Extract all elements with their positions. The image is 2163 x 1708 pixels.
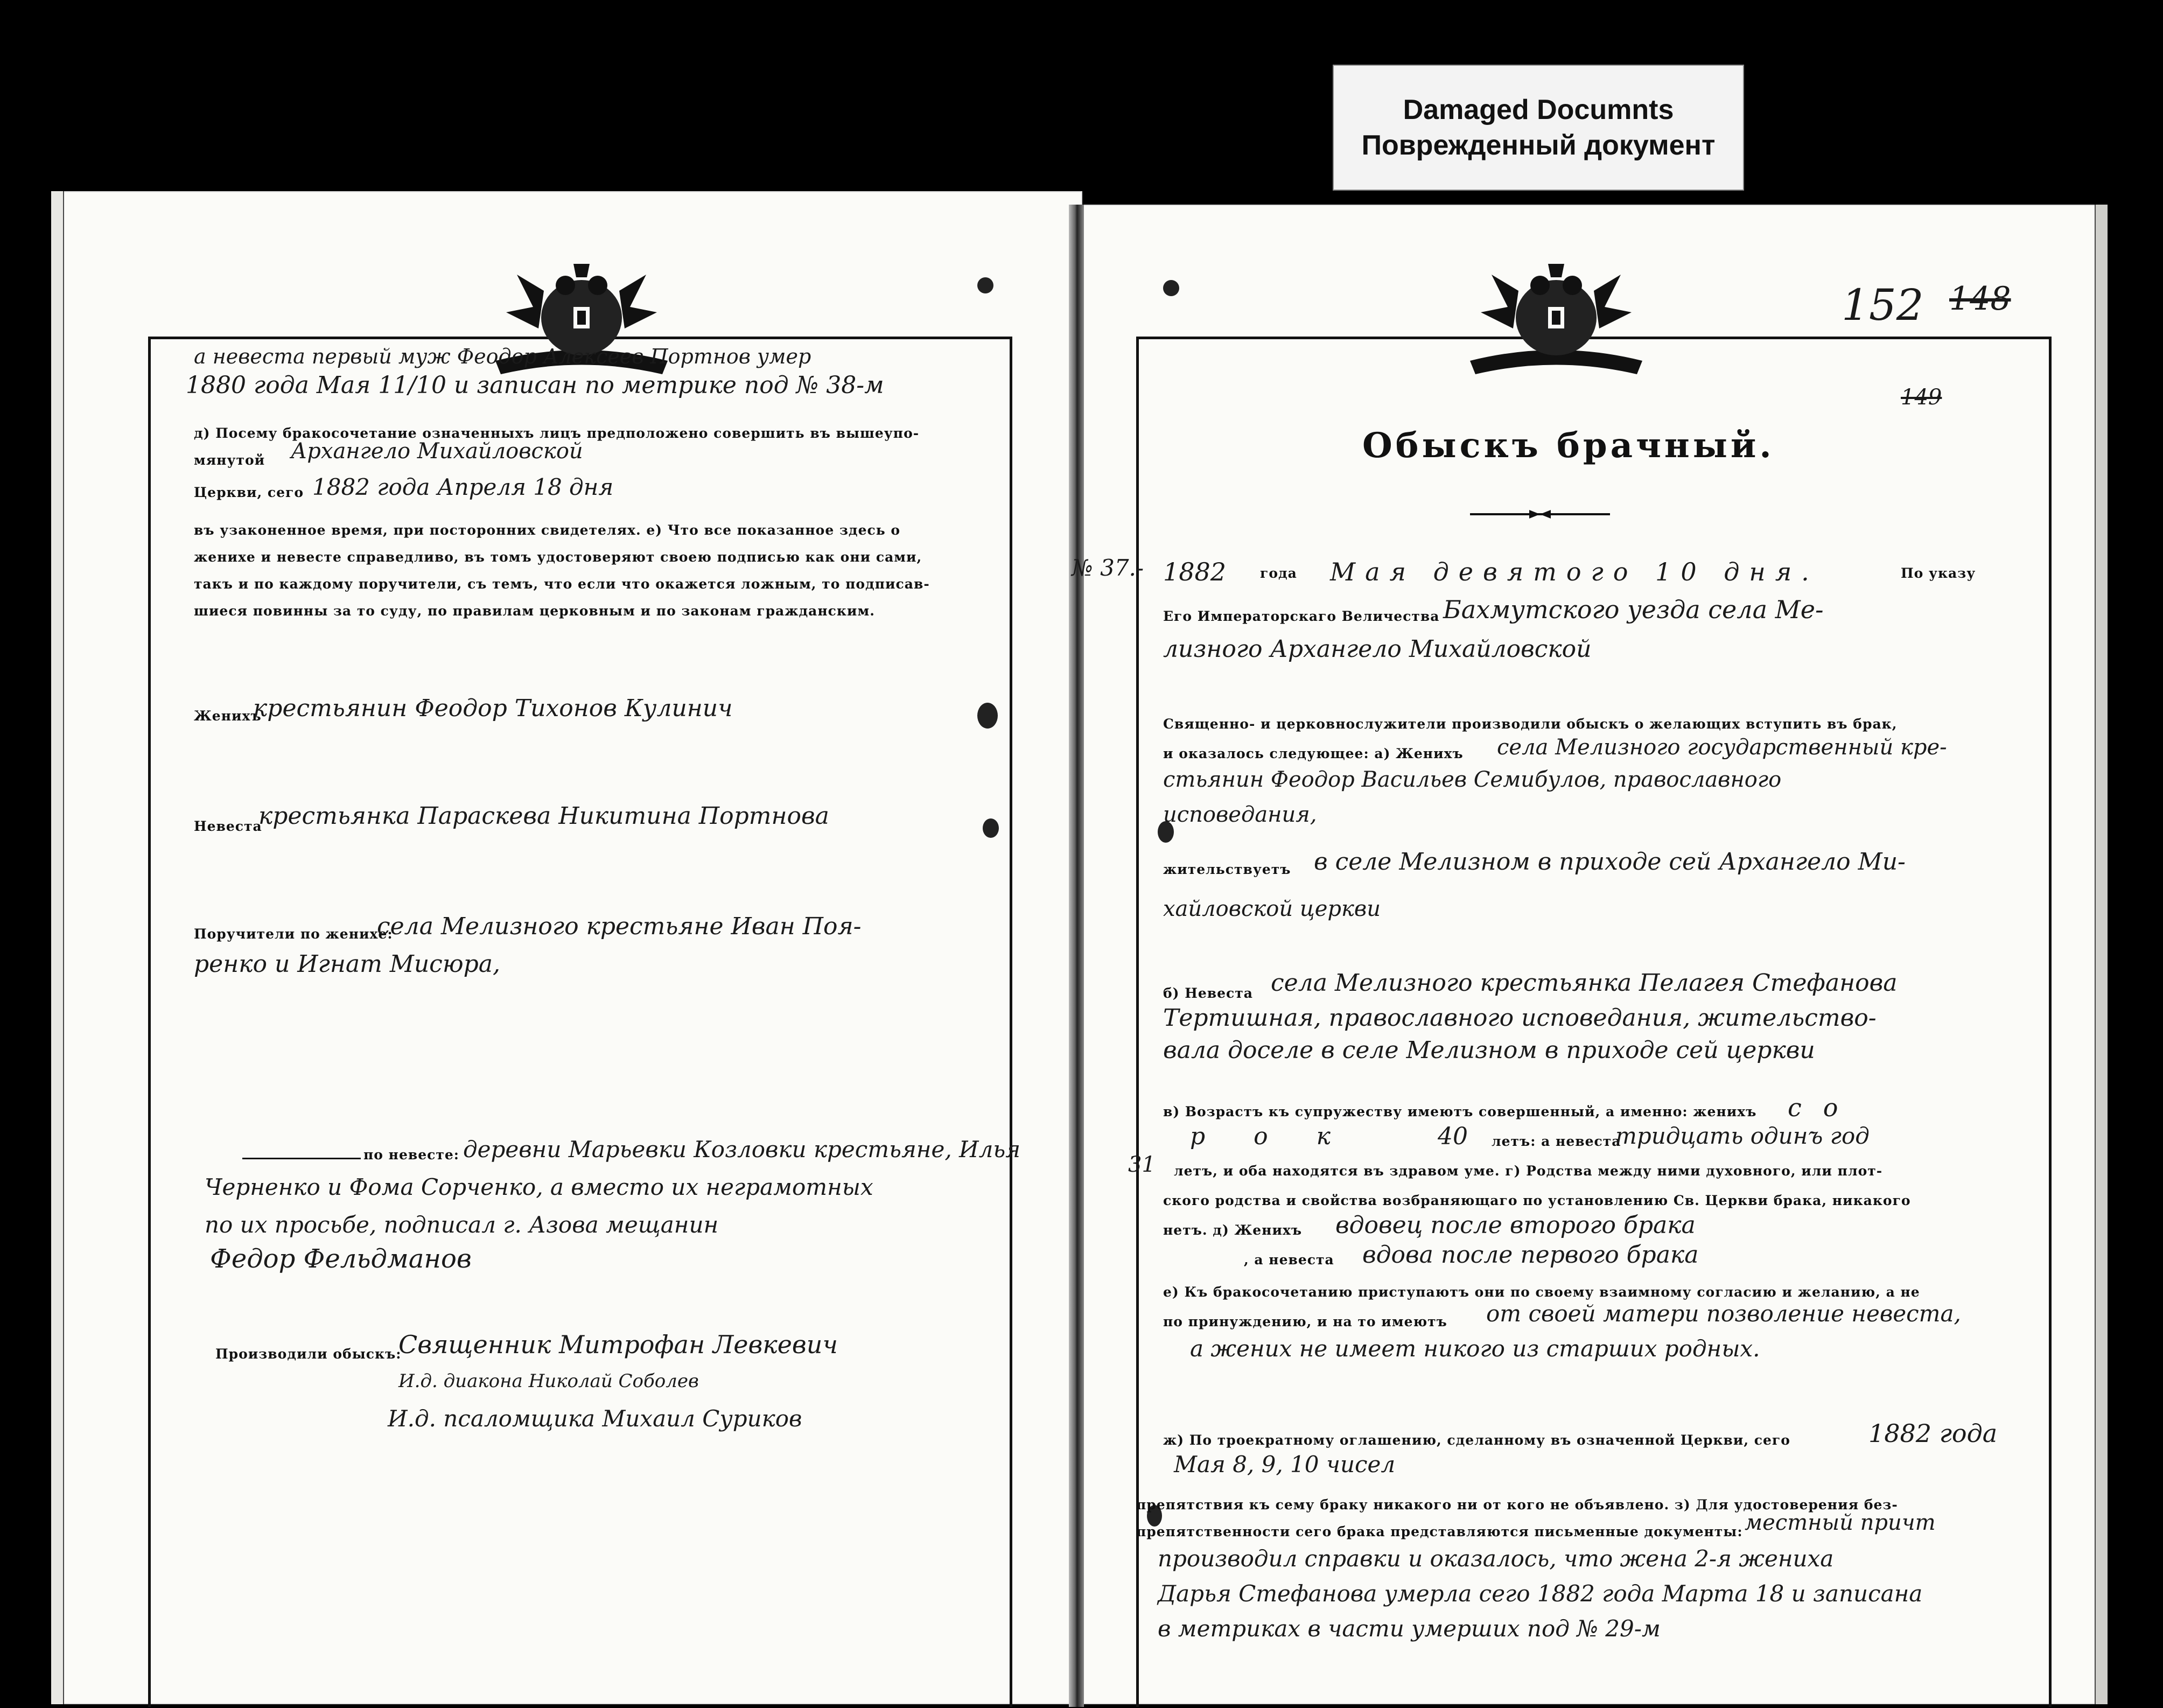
hand-note-line-1: а невеста первый муж Феодор Алексеев Портнов умер — [194, 345, 811, 368]
and-bride-label: , а невеста — [1244, 1252, 1334, 1268]
guarantor-bride-label: по невесте: — [363, 1147, 460, 1163]
groom-name-hand: крестьянин Феодор Тихонов Кулинич — [253, 695, 733, 722]
groom-marriage-hand: вдовец после второго брака — [1335, 1212, 1696, 1239]
none-statement: нетъ. д) Женихъ — [1163, 1222, 1303, 1238]
month-hand: Мая девятого 10 дня. — [1330, 557, 1819, 586]
age-statement: в) Возрастъ къ супружеству имеютъ совершенный, а именно: женихъ — [1163, 1104, 1757, 1119]
ink-blot — [1163, 280, 1179, 296]
guarantor-bride-hand-3: по их просьбе, подписал г. Азова мещанин — [205, 1212, 719, 1238]
blank-line — [242, 1158, 361, 1159]
inquiry-hand-3: И.д. псаломщика Михаил Суриков — [388, 1405, 802, 1432]
bride-hand-1: села Мелизного крестьянка Пелагея Стефанова — [1271, 969, 1898, 997]
inquiry-label: Производили обыскъ: — [215, 1346, 402, 1362]
groom-hand-3: исповедания, — [1163, 802, 1317, 827]
bride-hand-3: вала доселе в селе Мелизном в приходе сей церкви — [1163, 1037, 1815, 1064]
place-hand-2: лизного Архангело Михайловской — [1163, 635, 1592, 663]
age-groom-number: 40 — [1438, 1123, 1468, 1150]
clause-e-line-1: въ узаконенное время, при посторонних свидетелях. е) Что все показанное здесь о — [194, 522, 901, 538]
bride-hand-2: Тертишная, православного исповедания, жительство- — [1163, 1004, 1877, 1032]
ink-blot — [977, 703, 998, 729]
coat-of-arms-icon — [485, 258, 678, 388]
coat-of-arms-icon — [1459, 258, 1653, 388]
guarantor-bride-hand-2: Черненко и Фома Сорченко, а вместо их неграмотных — [205, 1174, 873, 1200]
page-number: 152 — [1842, 280, 1924, 330]
ink-blot — [983, 818, 999, 838]
impediment-statement: препятствия къ сему браку никакого ни от кого не объявлено. з) Для удостоверения без- — [1136, 1497, 1898, 1513]
residence-hand-2: хайловской церкви — [1163, 897, 1381, 921]
decree-label: По указу — [1901, 565, 1976, 581]
year-hand: 1882 — [1163, 557, 1227, 586]
clause-d: д) Посему бракосочетание означенныхъ лицъ предположено совершить въ вышеупо- — [194, 425, 920, 441]
consent-statement-1: е) Къ бракосочетанию приступаютъ они по своему взаимному согласию и желанию, а не — [1163, 1284, 1920, 1300]
majesty-label: Его Императорскаго Величества — [1163, 608, 1440, 624]
kinship-statement: ского родства и свойства возбраняющаго по установлению Св. Церкви брака, никакого — [1163, 1193, 1911, 1208]
consent-hand-1: от своей матери позволение невеста, — [1486, 1300, 1961, 1327]
clause-d-2: мянутой — [194, 452, 265, 468]
year-label: года — [1260, 565, 1297, 581]
clause-e-line-3: такъ и по каждому поручители, съ темъ, что если что окажется ложным, то подписав- — [194, 576, 930, 592]
ornament-divider — [1470, 509, 1610, 520]
banns-dates-hand: Мая 8, 9, 10 чисел — [1174, 1451, 1396, 1478]
consent-hand-2: а жених не имеет никого из старших родных. — [1190, 1335, 1760, 1362]
groom-label: Женихъ — [194, 708, 262, 724]
age-bride-hand: тридцать одинъ год — [1615, 1123, 1870, 1149]
documents-hand-2: производил справки и оказалось, что жена 2-я жениха — [1158, 1545, 1834, 1572]
banns-year-hand: 1882 года — [1868, 1419, 1998, 1448]
consent-statement-2: по принуждению, и на то имеютъ — [1163, 1314, 1447, 1329]
hand-note-line-2: 1880 года Мая 11/10 и записан по метрике под № 38-м — [186, 372, 884, 399]
groom-hand-2: стьянин Феодор Васильев Семибулов, православного — [1163, 767, 1782, 792]
documents-hand-4: в метриках в части умерших под № 29-м — [1158, 1615, 1661, 1642]
age-groom-hand-2: рок — [1190, 1123, 1379, 1150]
inquiry-hand-2: И.д. диакона Николай Соболев — [398, 1370, 699, 1392]
book-spine — [1069, 205, 1084, 1707]
bride-label: Невеста — [194, 818, 262, 834]
residence-label: жительствуетъ — [1163, 862, 1291, 877]
damaged-document-label — [1333, 65, 1744, 191]
banns-statement: ж) По троекратному оглашению, сделанному въ означенной Церкви, сего — [1163, 1432, 1790, 1448]
documents-statement: препятственности сего брака представляются письменные документы: — [1136, 1524, 1743, 1539]
bride-marriage-hand: вдова после первого брака — [1362, 1241, 1699, 1269]
guarantor-groom-hand-2: ренко и Игнат Мисюра, — [194, 950, 500, 978]
inquiry-hand-1: Священник Митрофан Левкевич — [398, 1330, 838, 1359]
bride-section-label: б) Невеста — [1163, 985, 1253, 1001]
age-groom-hand: со — [1788, 1093, 1860, 1122]
groom-hand-1: села Мелизного государственный кре- — [1497, 735, 1947, 760]
health-statement: летъ, и оба находятся въ здравом уме. г) Родства между ними духовного, или плот- — [1174, 1163, 1883, 1179]
documents-hand-1: местный причт — [1745, 1510, 1936, 1535]
page-title: Обыскъ брачный. — [1362, 425, 1775, 466]
left-page-edge — [51, 191, 64, 1704]
date-hand: 1882 года Апреля 18 дня — [312, 474, 614, 500]
place-hand-1: Бахмутского уезда села Ме- — [1443, 595, 1824, 624]
guarantor-groom-label: Поручители по женихе: — [194, 926, 393, 942]
clergy-statement: Священно- и церковнослужители производили обыскъ о желающих вступить въ брак, — [1163, 716, 1898, 732]
church-name-hand: Архангело Михайловской — [291, 439, 583, 464]
margin-record-number: № 37.- — [1072, 555, 1144, 581]
bride-name-hand: крестьянка Параскева Никитина Портнова — [258, 802, 829, 830]
label-russian: Поврежденный документ — [1361, 130, 1716, 161]
church-label: Церкви, сего — [194, 485, 304, 500]
clause-e-line-4: шиеся повинны за то суду, по правилам церковным и по законам гражданским. — [194, 603, 875, 619]
page-number-old: 148 — [1949, 280, 2011, 318]
found-statement: и оказалось следующее: а) Женихъ — [1163, 746, 1464, 761]
ink-blot — [977, 277, 993, 293]
guarantor-groom-hand-1: села Мелизного крестьяне Иван Поя- — [377, 913, 862, 940]
years-label: летъ: а невеста — [1492, 1133, 1621, 1149]
label-english: Damaged Documnts — [1403, 94, 1674, 125]
left-page-frame — [148, 337, 1012, 1707]
residence-hand-1: в селе Мелизном в приходе сей Архангело Ми- — [1314, 848, 1906, 876]
clause-e-line-2: женихе и невесте справедливо, въ томъ удостоверяют своею подписью как они сами, — [194, 549, 922, 565]
documents-hand-3: Дарья Стефанова умерла сего 1882 года Марта 18 и записана — [1158, 1580, 1923, 1607]
guarantor-bride-hand-1: деревни Марьевки Козловки крестьяне, Илья — [463, 1136, 1021, 1163]
guarantor-bride-hand-4: Федор Фельдманов — [210, 1244, 472, 1274]
old-number: 149 — [1901, 385, 1942, 410]
right-page-edge — [2095, 205, 2108, 1704]
age-bride-number: 31 — [1128, 1152, 1156, 1177]
